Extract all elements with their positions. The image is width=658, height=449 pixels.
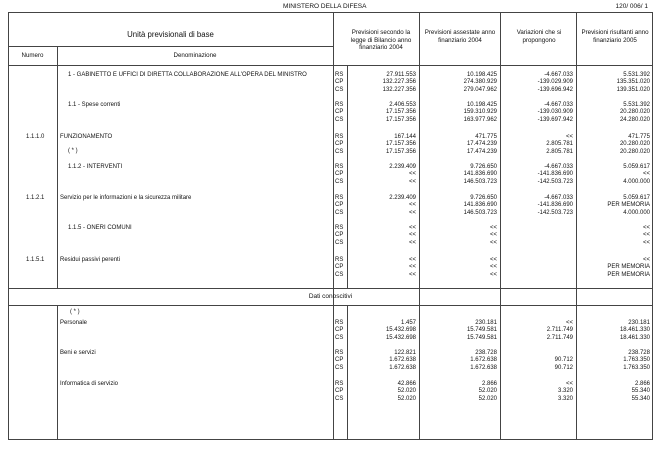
value-col1: 2.406.553 — [389, 102, 416, 108]
value-col4: << — [642, 232, 650, 239]
row-code: RS — [335, 195, 344, 201]
value-col1: << — [408, 225, 416, 231]
row-code: RS — [335, 350, 344, 356]
row-description: Servizio per le informazioni e la sicurezza militare — [60, 195, 192, 201]
value-col1: 1.457 — [400, 320, 416, 326]
value-col1: 1.672.638 — [389, 364, 416, 371]
value-col4: PER MEMORIA — [607, 202, 650, 209]
value-col2: 9.726.650 — [470, 164, 497, 170]
row-code: CS — [335, 148, 344, 155]
value-col1: << — [408, 264, 416, 271]
value-col3: << — [565, 320, 573, 326]
row-description: 1.1.5 - ONERI COMUNI — [68, 225, 132, 231]
row-code: CP — [335, 79, 344, 86]
value-col4: 24.280.020 — [619, 116, 650, 123]
value-col1: 27.911.553 — [386, 72, 416, 78]
value-col3: -139.697.942 — [537, 116, 573, 123]
header-sep — [8, 46, 333, 47]
value-col1: 1.672.638 — [389, 357, 416, 364]
row-numero: 1.1.1.0 — [26, 134, 45, 140]
row-code: CS — [335, 239, 344, 246]
value-col1: << — [408, 171, 416, 178]
value-col4: 20.280.020 — [619, 109, 650, 116]
value-col4: 4.000.000 — [623, 178, 650, 185]
table-row — [0, 134, 658, 158]
value-col4: 230.181 — [628, 320, 650, 326]
row-code: RS — [335, 381, 344, 387]
value-col4: 5.059.617 — [623, 195, 650, 201]
row-code: CS — [335, 86, 344, 93]
value-col1: 2.239.409 — [389, 164, 416, 170]
value-col3: 2.711.749 — [546, 334, 573, 341]
table-row — [0, 350, 658, 374]
value-col3: 3.320 — [557, 395, 573, 402]
value-col4: 238.728 — [628, 350, 650, 356]
row-description-note: ( * ) — [68, 148, 78, 154]
table-row — [0, 195, 658, 219]
value-col4: << — [642, 171, 650, 178]
value-col4: 5.059.617 — [623, 164, 650, 170]
value-col4: 471.775 — [628, 134, 650, 140]
row-code: CP — [335, 171, 344, 178]
value-col3: 2.805.781 — [546, 141, 573, 148]
value-col1: 167.144 — [394, 134, 416, 140]
row-code: CS — [335, 178, 344, 185]
value-col1: 17.157.356 — [385, 116, 416, 123]
table-row — [0, 225, 658, 249]
value-col4: 18.461.330 — [619, 334, 650, 341]
value-col1: << — [408, 202, 416, 209]
row-code: CS — [335, 334, 344, 341]
value-col1: 15.432.698 — [385, 327, 416, 334]
row-code: CP — [335, 232, 344, 239]
table-row — [0, 72, 658, 96]
value-col1: << — [408, 271, 416, 278]
value-col2: 10.198.425 — [466, 72, 497, 78]
row-code: RS — [335, 134, 344, 140]
value-col2: 238.728 — [475, 350, 497, 356]
value-col3: << — [565, 134, 573, 140]
value-col1: 122.821 — [394, 350, 416, 356]
row-code: CP — [335, 388, 344, 395]
value-col3: -141.836.690 — [537, 202, 573, 209]
value-col4: << — [642, 239, 650, 246]
star-label: ( * ) — [70, 309, 80, 315]
ministry-header: MINISTERO DELLA DIFESA — [283, 3, 367, 10]
value-col3: -141.836.690 — [537, 171, 573, 178]
row-code: CP — [335, 202, 344, 209]
value-col2: 146.503.723 — [463, 178, 497, 185]
value-col3: -139.029.909 — [537, 79, 573, 86]
value-col2: 163.977.962 — [463, 116, 497, 123]
value-col2: 15.749.581 — [466, 334, 497, 341]
row-description: Beni e servizi — [60, 350, 96, 356]
value-col2: << — [489, 239, 497, 246]
row-numero: 1.1.2.1 — [26, 195, 45, 201]
value-col3: << — [565, 381, 573, 387]
value-col2: 1.672.638 — [470, 357, 497, 364]
row-code: CP — [335, 327, 344, 334]
value-col3: -4.667.033 — [544, 72, 573, 78]
value-col2: 52.020 — [478, 395, 497, 402]
section-top — [8, 288, 653, 289]
row-code: CP — [335, 141, 344, 148]
value-col3: -4.667.033 — [544, 102, 573, 108]
value-col2: 9.726.650 — [470, 195, 497, 201]
value-col4: 1.763.350 — [623, 357, 650, 364]
row-code: CS — [335, 271, 344, 278]
row-code: RS — [335, 102, 344, 108]
row-description: 1 - GABINETTO E UFFICI DI DIRETTA COLLABORAZIONE ALL'OPERA DEL MINISTRO — [68, 72, 307, 78]
row-description: Personale — [60, 320, 88, 326]
row-code: CS — [335, 116, 344, 123]
value-col3: -142.503.723 — [537, 178, 573, 185]
value-col1: 52.020 — [397, 395, 416, 402]
value-col1: 42.866 — [397, 381, 416, 387]
col4-header: Previsioni risultanti anno finanziario 2005 — [581, 29, 649, 44]
section-label: Dati conoscitivi — [308, 293, 353, 300]
numero-header: Numero — [21, 52, 44, 59]
row-numero: 1.1.5.1 — [26, 257, 45, 263]
value-col4: 5.531.392 — [623, 102, 650, 108]
value-col4: 20.280.020 — [619, 148, 650, 155]
value-col3: -142.503.723 — [537, 209, 573, 216]
value-col4: 55.340 — [631, 395, 650, 402]
value-col2: 159.310.929 — [463, 109, 497, 116]
table-row — [0, 102, 658, 126]
value-col1: 17.157.356 — [385, 109, 416, 116]
value-col3: 2.805.781 — [546, 148, 573, 155]
value-col3: 90.712 — [554, 364, 573, 371]
value-col4: 20.280.020 — [619, 141, 650, 148]
row-code: RS — [335, 164, 344, 170]
value-col3: -4.667.033 — [544, 164, 573, 170]
value-col4: 1.763.350 — [623, 364, 650, 371]
value-col4: PER MEMORIA — [607, 264, 650, 271]
value-col2: << — [489, 257, 497, 263]
value-col2: 2.866 — [481, 381, 497, 387]
table-row — [0, 164, 658, 188]
value-col1: << — [408, 232, 416, 239]
value-col2: 274.380.929 — [463, 79, 497, 86]
value-col2: 17.474.239 — [466, 148, 497, 155]
table-row — [0, 257, 658, 281]
value-col2: 1.672.638 — [470, 364, 497, 371]
row-description: Informatica di servizio — [60, 381, 119, 387]
value-col2: 141.836.690 — [463, 171, 497, 178]
table-row — [0, 320, 658, 344]
row-description: FUNZIONAMENTO — [60, 134, 113, 140]
value-col4: 5.531.392 — [623, 72, 650, 78]
row-description: 1.1 - Spese correnti — [68, 102, 121, 108]
row-description: 1.1.2 - INTERVENTI — [68, 164, 123, 170]
section-bottom — [8, 305, 653, 306]
value-col4: 135.351.020 — [616, 79, 650, 86]
row-code: RS — [335, 72, 344, 78]
value-col1: 52.020 — [397, 388, 416, 395]
value-col2: << — [489, 225, 497, 231]
value-col1: 132.227.356 — [382, 79, 416, 86]
value-col1: << — [408, 209, 416, 216]
col2-header: Previsioni assestate anno finanziario 2004 — [424, 29, 496, 44]
value-col2: << — [489, 271, 497, 278]
value-col2: 52.020 — [478, 388, 497, 395]
value-col1: << — [408, 178, 416, 185]
value-col2: 10.198.425 — [466, 102, 497, 108]
value-col3: -139.696.942 — [537, 86, 573, 93]
value-col4: 2.866 — [634, 381, 650, 387]
value-col3: -4.667.033 — [544, 195, 573, 201]
row-code: CP — [335, 357, 344, 364]
value-col4: << — [642, 225, 650, 231]
value-col4: 18.461.330 — [619, 327, 650, 334]
value-col2: 141.836.690 — [463, 202, 497, 209]
value-col2: << — [489, 264, 497, 271]
header-bottom — [8, 65, 653, 66]
value-col4: 4.000.000 — [623, 209, 650, 216]
value-col1: 17.157.356 — [385, 141, 416, 148]
row-code: RS — [335, 225, 344, 231]
row-code: CS — [335, 395, 344, 402]
col1-header: Previsioni secondo la legge di Bilancio anno finanziario 2004 — [350, 29, 412, 51]
value-col2: 230.181 — [475, 320, 497, 326]
value-col3: 3.320 — [557, 388, 573, 395]
row-code: CS — [335, 209, 344, 216]
value-col2: 146.503.723 — [463, 209, 497, 216]
value-col3: 90.712 — [554, 357, 573, 364]
col3-header: Variazioni che si propongono — [516, 29, 562, 44]
value-col4: PER MEMORIA — [607, 271, 650, 278]
value-col3: 2.711.749 — [546, 327, 573, 334]
row-code: CP — [335, 264, 344, 271]
row-code: RS — [335, 320, 344, 326]
value-col1: 15.432.698 — [385, 334, 416, 341]
value-col1: << — [408, 257, 416, 263]
row-code: RS — [335, 257, 344, 263]
value-col2: 15.749.581 — [466, 327, 497, 334]
value-col2: 471.775 — [475, 134, 497, 140]
value-col1: << — [408, 239, 416, 246]
row-description: Residui passivi perenti — [60, 257, 121, 263]
value-col1: 132.227.356 — [382, 86, 416, 93]
value-col4: 55.340 — [631, 388, 650, 395]
value-col4: << — [642, 257, 650, 263]
page-number: 120/ 006/ 1 — [615, 3, 648, 10]
value-col3: -139.030.909 — [537, 109, 573, 116]
value-col1: 17.157.356 — [385, 148, 416, 155]
value-col2: 17.474.239 — [466, 141, 497, 148]
value-col1: 2.239.409 — [389, 195, 416, 201]
row-code: CS — [335, 364, 344, 371]
value-col2: 279.047.962 — [463, 86, 497, 93]
value-col4: 139.351.020 — [616, 86, 650, 93]
value-col2: << — [489, 232, 497, 239]
row-code: CP — [335, 109, 344, 116]
denominazione-header: Denominazione — [173, 52, 217, 59]
unita-title: Unità previsionali di base — [127, 30, 214, 39]
table-row — [0, 381, 658, 405]
